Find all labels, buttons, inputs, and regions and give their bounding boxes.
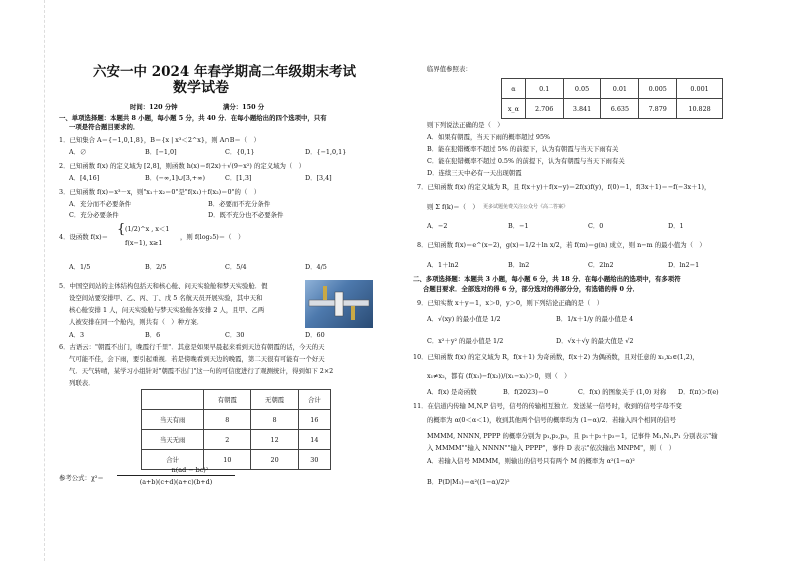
q11-line1: 11．在信道内传输 M,N,P 信号，信号的传输相互独立．发送某一信号时，收到的信号字母不变 — [413, 402, 682, 410]
section2-heading: 二、多项选择题：本题共 3 小题，每小题 6 分，共 18 分．在每小题给出的选项中，有多项符 — [413, 275, 681, 283]
q5-option-a: A．3 — [69, 331, 85, 339]
q5-line2: 设空间站要安排甲、乙、丙、丁、戊 5 名航天员开展实验，其中天和 — [69, 294, 263, 302]
q2-stem: 2．已知函数 f(x) 的定义域为 [2,8]，则函数 h(x)＝f(2x)＋√(9−x²) 的定义域为（ ） — [59, 162, 306, 170]
exam-title: 六安一中 2024 年春学期高二年级期末考试 — [93, 64, 356, 80]
q6-line3: 气．天气转晴，某学习小组针对"朝霞不出门"这一句的可信度进行了观测统计，得到如下 2×2 — [69, 367, 334, 375]
critical-x-value: 6.635 — [601, 99, 639, 119]
contingency-cell: 当天无雨 — [142, 430, 204, 450]
q3-option-c: C．充分必要条件 — [69, 211, 119, 219]
critical-alpha-value: 0.005 — [639, 79, 677, 99]
critical-x-value: 2.706 — [525, 99, 563, 119]
q7-stem: 7．已知函数 f(x) 的定义域为 R，且 f(x＋y)＋f(x−y)＝2f(x)f(y)，f(0)＝1，f(3x＋1)＝−f(−3x＋1)， — [417, 183, 711, 191]
q9-option-c: C．x²＋y² 的最小值是 1/2 — [427, 337, 504, 345]
formula-fraction-bar — [117, 475, 235, 476]
critical-alpha-value: 0.001 — [677, 79, 723, 99]
q7-option-c: C．0 — [588, 222, 604, 230]
q8-option-c: C．2ln2 — [588, 261, 614, 269]
q7-note: 更多试题免费关注公众号《高二答案》 — [483, 204, 569, 210]
q1-option-a: A．∅ — [69, 148, 87, 156]
q2-option-b: B．(−∞,1]∪[3,+∞) — [145, 174, 205, 182]
critical-label: 临界值参照表： — [427, 65, 472, 73]
q10-stem: 10．已知函数 f(x) 的定义域为 R，f(x＋1) 为奇函数，f(x＋2) 为偶函数，且对任意的 x₁,x₂∈(1,2)， — [413, 353, 699, 361]
q2-option-c: C．[1,3] — [225, 174, 252, 182]
q11-option-a: A．若输入信号 MMMM，则输出的信号只有两个 M 的概率为 α²(1−α)² — [427, 457, 635, 465]
q10-option-c: C．f(x) 的图象关于 (1,0) 对称 — [578, 388, 667, 396]
q8-option-d: D．ln2−1 — [668, 261, 700, 269]
critical-alpha-value: 0.1 — [525, 79, 563, 99]
binding-fold-line — [44, 0, 45, 561]
q4-option-a: A．1/5 — [69, 263, 91, 271]
q9-option-b: B．1/x＋1/y 的最小值是 4 — [556, 315, 634, 323]
section1-heading-cont: 一项是符合题目要求的． — [69, 123, 140, 131]
q5-option-c: C．30 — [225, 331, 245, 339]
critical-alpha-row — [502, 79, 723, 99]
q7-line2: 则 Σ f(k)＝（ ） — [427, 203, 479, 211]
q11-line4: 入 MMMM""输入 NNNN""输入 PPPP"，事件 D 表示"依次输出 MNPM"，则（ ） — [427, 444, 676, 452]
critical-value-table — [501, 78, 723, 119]
q7-option-a: A．−2 — [427, 222, 448, 230]
contingency-cell: 8 — [251, 410, 298, 430]
q4-case2: f(x−1), x≥1 — [125, 239, 163, 247]
q2-option-d: D．[3,4] — [305, 174, 332, 182]
q2-option-a: A．[4,16] — [69, 174, 100, 182]
formula-numerator: n(ad − bc)² — [171, 466, 209, 474]
q4-option-d: D．4/5 — [305, 263, 327, 271]
q4-brace: { — [117, 222, 126, 237]
critical-x-value: 3.841 — [563, 99, 601, 119]
q6-option-d: D．连续三天中必有一天出现朝霞 — [427, 169, 522, 177]
q1-option-c: C．{0,1} — [225, 148, 255, 156]
q1-stem: 1．已知集合 A＝{−1,0,1,8}，B＝{x | x³＜2^x}，则 A∩B＝（ ） — [59, 136, 260, 144]
exam-time: 时间：120 分钟 — [130, 103, 178, 111]
q4-case1: (1/2)^x , x＜1 — [125, 225, 170, 233]
contingency-cell: 10 — [204, 450, 251, 470]
contingency-header: 无朝霞 — [251, 390, 298, 410]
q7-option-d: D．1 — [668, 222, 684, 230]
q4-tail: ，则 f(log₂5)＝（ ） — [180, 233, 245, 241]
q11-option-b: B．P(D|M₁)＝α²((1−α)/2)² — [427, 478, 510, 486]
contingency-cell: 当天有雨 — [142, 410, 204, 430]
q5-option-b: B．6 — [145, 331, 161, 339]
q6-line4: 列联表． — [69, 379, 95, 387]
q10-option-b: B．f(2023)＝0 — [503, 388, 549, 396]
q5-line3: 核心舱安排 1 人，问天实验舱与梦天实验舱各安排 2 人，且甲、乙两 — [69, 306, 265, 314]
q4-option-b: B．2/5 — [145, 263, 167, 271]
q3-option-a: A．充分而不必要条件 — [69, 200, 132, 208]
q5-option-d: D．60 — [305, 331, 325, 339]
contingency-header: 合计 — [298, 390, 330, 410]
critical-x-header: x_α — [502, 99, 526, 119]
contingency-cell: 30 — [298, 450, 330, 470]
q11-line2: 的概率为 α(0＜α＜1)，收到其他两个信号的概率均为 (1−α)/2．若输入四个相同的信号 — [427, 416, 676, 424]
contingency-cell: 16 — [298, 410, 330, 430]
q9-option-d: D．√x＋√y 的最大值是 √2 — [556, 337, 634, 345]
q6-line2: 气可能不佳，会下雨，要引起重视．若是傍晚看到天边的晚霞，第二天很有可能有一个好天 — [69, 355, 325, 363]
q11-line3: MMMM, NNNN, PPPP 的概率分别为 p₁,p₂,p₃，且 p₁＋p₂＋p₃＝1，记事件 M₁,N₁,P₁ 分别表示"输 — [427, 432, 718, 440]
q1-option-b: B．[−1,0] — [145, 148, 177, 156]
q10-line2: x₁≠x₂，都有 (f(x₁)−f(x₂))/(x₁−x₂)＞0，则（ ） — [427, 372, 571, 380]
critical-alpha-header: α — [502, 79, 526, 99]
contingency-row — [142, 430, 331, 450]
formula-label: 参考公式：χ²＝ — [59, 474, 104, 482]
contingency-row — [142, 410, 331, 430]
formula-denominator: (a+b)(c+d)(a+c)(b+d) — [139, 478, 213, 486]
q8-option-a: A．1＋ln2 — [427, 261, 459, 269]
contingency-header — [142, 390, 204, 410]
q6-option-a: A．如果有朝霞，当天下雨的概率超过 95% — [427, 133, 551, 141]
contingency-cell: 14 — [298, 430, 330, 450]
q4-option-c: C．5/4 — [225, 263, 247, 271]
q6-options-lead: 则下列说法正确的是（ ） — [427, 121, 504, 129]
critical-x-value: 7.879 — [639, 99, 677, 119]
critical-x-value: 10.828 — [677, 99, 723, 119]
q3-stem: 3．已知函数 f(x)＝x³－x，则"x₁＋x₂＝0"是"f(x₁)＋f(x₂)＝0"的（ ） — [59, 188, 261, 196]
contingency-cell: 8 — [204, 410, 251, 430]
q10-option-a: A．f(x) 是奇函数 — [427, 388, 477, 396]
q1-option-d: D．{−1,0,1} — [305, 148, 347, 156]
q9-stem: 9．已知实数 x＋y＝1，x＞0，y＞0，则下列结论正确的是（ ） — [417, 299, 604, 307]
contingency-header-row — [142, 390, 331, 410]
contingency-cell: 2 — [204, 430, 251, 450]
q5-line1: 5．中国空间站的主体结构包括天和核心舱、问天实验舱和梦天实验舱．假 — [59, 282, 268, 290]
section1-heading: 一、单项选择题：本题共 8 小题，每小题 5 分，共 40 分．在每小题给出的四个选项中，只有 — [59, 114, 327, 122]
q3-option-d: D．既不充分也不必要条件 — [208, 211, 284, 219]
exam-score: 满分：150 分 — [223, 103, 265, 111]
section2-heading-cont: 合题目要求．全部选对的得 6 分，部分选对的得部分分，有选错的得 0 分． — [423, 285, 639, 293]
q8-option-b: B．ln2 — [508, 261, 530, 269]
q7-option-b: B．−1 — [508, 222, 529, 230]
q4-label: 4．设函数 f(x)＝ — [59, 233, 109, 241]
critical-x-row — [502, 99, 723, 119]
space-station-image — [305, 280, 373, 328]
exam-subtitle: 数学试卷 — [173, 80, 229, 96]
q6-line1: 6．古语云："朝霞不出门，晚霞行千里"．其意是如果早晨起来看到天边有朝霞的话，今天的天 — [59, 343, 325, 351]
q3-option-b: B．必要而不充分条件 — [208, 200, 271, 208]
q8-stem: 8．已知函数 f(x)＝e^(x−2)，g(x)＝1/2＋ln x/2，若 f(m)＝g(n) 成立，则 n−m 的最小值为（ ） — [417, 241, 706, 249]
q6-option-c: C．能在犯错概率不超过 0.5% 的前提下，认为有朝霞与当天下雨有关 — [427, 157, 625, 165]
q5-line4: 人被安排在同一个舱内，则共有（ ）种方案． — [69, 318, 204, 326]
contingency-table — [141, 389, 331, 470]
q9-option-a: A．√(xy) 的最小值是 1/2 — [427, 315, 501, 323]
contingency-cell: 合计 — [142, 450, 204, 470]
critical-alpha-value: 0.01 — [601, 79, 639, 99]
contingency-cell: 20 — [251, 450, 298, 470]
critical-alpha-value: 0.05 — [563, 79, 601, 99]
contingency-cell: 12 — [251, 430, 298, 450]
q6-option-b: B．能在犯错概率不超过 5% 的前提下，认为有朝霞与当天下雨有关 — [427, 145, 619, 153]
q10-option-d: D．f(π)＞f(e) — [678, 388, 719, 396]
contingency-header: 有朝霞 — [204, 390, 251, 410]
